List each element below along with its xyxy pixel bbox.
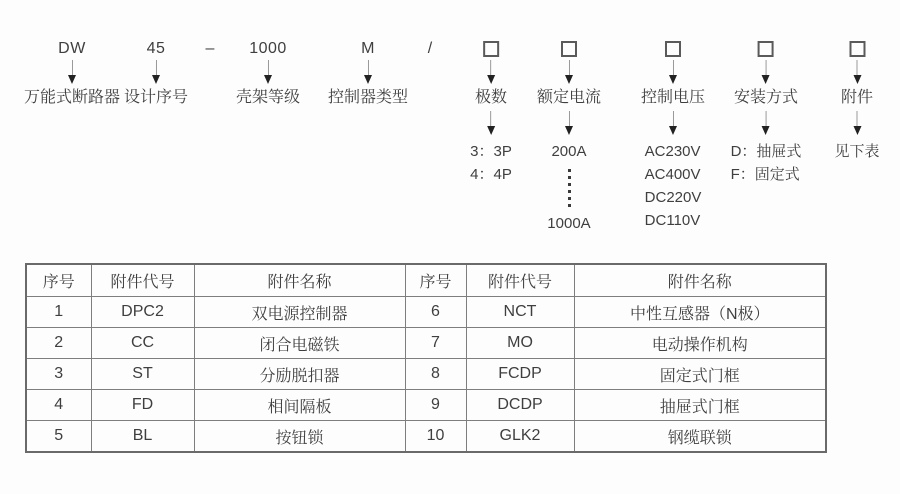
option-value: 200A [551, 143, 587, 160]
table-cell: 7 [405, 328, 466, 359]
table-cell: 5 [26, 421, 91, 453]
table-header-cell: 附件名称 [574, 264, 826, 297]
option-value: AC230V [644, 143, 701, 160]
column-label: 控制电压 [640, 89, 706, 106]
dash-separator: – [205, 40, 215, 57]
model-column-3 [236, 40, 300, 108]
table-cell: 中性互感器（N极） [574, 297, 826, 328]
table-header-row [26, 264, 826, 297]
column-label: 控制器类型 [327, 89, 409, 106]
column-label: 设计序号 [123, 89, 189, 106]
down-arrow-icon [668, 60, 678, 85]
option-list [547, 140, 590, 235]
table-cell: 按钮锁 [194, 421, 405, 453]
table-cell: 固定式门框 [574, 359, 826, 390]
table-cell: 9 [405, 390, 466, 421]
table-cell: 相间隔板 [194, 390, 405, 421]
down-arrow-icon [852, 111, 862, 136]
option-value: 见下表 [834, 143, 880, 160]
down-arrow-icon [486, 111, 496, 136]
option-value: 1000A [547, 215, 591, 232]
option-list [834, 140, 879, 163]
accessory-table-header [26, 264, 826, 297]
down-arrow-icon [263, 60, 273, 85]
column-label: 安装方式 [733, 89, 798, 106]
table-row [26, 359, 826, 390]
table-cell: NCT [466, 297, 574, 328]
option-box-icon [758, 41, 774, 57]
down-arrow-icon [363, 60, 373, 85]
option-value: 4：4P [470, 166, 512, 183]
table-row [26, 421, 826, 453]
down-arrow-icon [564, 60, 574, 85]
option-list [731, 140, 802, 186]
option-box-icon [561, 41, 577, 57]
table-cell: 6 [405, 297, 466, 328]
option-value: DC110V [644, 212, 701, 229]
table-cell: 双电源控制器 [194, 297, 405, 328]
option-list [470, 140, 512, 186]
table-cell: 抽屉式门框 [574, 390, 826, 421]
accessory-table-body [26, 297, 826, 453]
table-cell: 分励脱扣器 [194, 359, 405, 390]
model-code: M [361, 40, 375, 57]
table-header-cell: 序号 [405, 264, 466, 297]
model-code: 45 [146, 40, 166, 57]
option-box-icon [665, 41, 681, 57]
option-value: DC220V [644, 189, 702, 206]
down-arrow-icon [761, 111, 771, 136]
option-box-icon [849, 41, 865, 57]
table-cell: GLK2 [466, 421, 574, 453]
table-row [26, 297, 826, 328]
model-column-2 [124, 40, 188, 108]
slash-separator: / [427, 40, 433, 57]
table-cell: 闭合电磁铁 [194, 328, 405, 359]
model-column-8 [731, 40, 802, 186]
model-code: 1000 [249, 40, 287, 57]
table-cell: 2 [26, 328, 91, 359]
model-column-7 [641, 40, 705, 232]
model-column-9 [834, 40, 879, 163]
down-arrow-icon [668, 111, 678, 136]
table-cell: 8 [405, 359, 466, 390]
table-cell: 4 [26, 390, 91, 421]
table-cell: ST [91, 359, 194, 390]
option-box-icon [483, 41, 499, 57]
column-label: 附件 [840, 89, 874, 106]
table-cell: MO [466, 328, 574, 359]
down-arrow-icon [852, 60, 862, 85]
down-arrow-icon [151, 60, 161, 85]
option-value: D：抽屉式 [730, 143, 802, 160]
table-header-cell: 附件代号 [91, 264, 194, 297]
table-cell: 钢缆联锁 [574, 421, 826, 453]
model-column-5 [470, 40, 512, 186]
table-cell: 3 [26, 359, 91, 390]
table-cell: FCDP [466, 359, 574, 390]
table-cell: DCDP [466, 390, 574, 421]
column-label: 壳架等级 [235, 89, 301, 106]
model-column-4 [328, 40, 408, 108]
down-arrow-icon [67, 60, 77, 85]
table-row [26, 390, 826, 421]
table-cell: FD [91, 390, 194, 421]
table-cell: BL [91, 421, 194, 453]
table-header-cell: 序号 [26, 264, 91, 297]
model-code: DW [58, 40, 86, 57]
column-label: 极数 [474, 89, 508, 106]
table-header-cell: 附件代号 [466, 264, 574, 297]
column-label: 额定电流 [536, 89, 602, 106]
down-arrow-icon [761, 60, 771, 85]
column-label: 万能式断路器 [23, 89, 121, 106]
table-cell: 电动操作机构 [574, 328, 826, 359]
option-list [645, 140, 702, 232]
table-row [26, 328, 826, 359]
table-cell: 10 [405, 421, 466, 453]
table-cell: 1 [26, 297, 91, 328]
option-value: F：固定式 [730, 166, 800, 183]
option-value: 3：3P [470, 143, 512, 160]
model-column-6 [537, 40, 601, 235]
table-cell: DPC2 [91, 297, 194, 328]
accessory-table [25, 263, 827, 453]
model-column-1 [24, 40, 120, 108]
table-cell: CC [91, 328, 194, 359]
down-arrow-icon [486, 60, 496, 85]
option-value: AC400V [644, 166, 701, 183]
down-arrow-icon [564, 111, 574, 136]
ellipsis-dots-icon [547, 163, 590, 212]
table-header-cell: 附件名称 [194, 264, 405, 297]
